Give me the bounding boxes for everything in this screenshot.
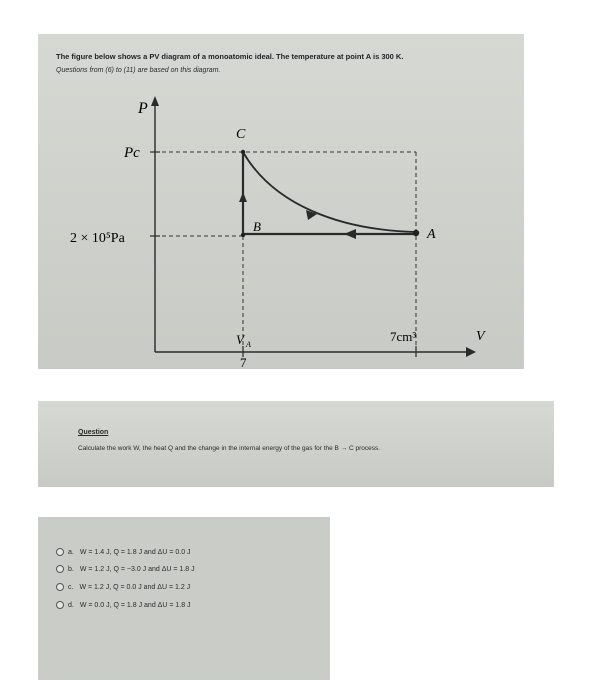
pv-diagram [38,34,524,369]
answer-options-panel [38,517,330,680]
radio-button-d[interactable] [56,601,64,609]
option-d-letter: d. [68,601,74,609]
p-axis-arrow [151,96,159,106]
point-c-label: C [236,127,246,142]
option-a-text: W = 1.4 J, Q = 1.8 J and ΔU = 0.0 J [79,548,191,556]
option-a-letter: a. [68,548,74,556]
option-c-letter: c. [68,583,74,591]
va-numerator: V [236,332,244,347]
p-value-label: 2 × 10⁵Pa [70,231,125,246]
point-a-marker [413,230,419,236]
radio-button-b[interactable] [56,565,64,573]
option-d[interactable] [56,601,191,609]
option-a[interactable] [56,548,191,556]
radio-button-c[interactable] [56,583,64,591]
question-text: Calculate the work W, the heat Q and the change in the internal energy of the gas for the B → C process. [78,445,381,452]
v-value-label: 7cm³ [390,329,417,344]
point-a-label: A [427,227,436,242]
process-a-to-b-arrow [344,229,356,239]
v-axis-arrow [466,347,476,357]
point-b-marker [241,233,245,237]
question-heading: Question [78,429,109,436]
va-denominator: 7 [240,355,247,369]
diagram-panel [38,34,524,369]
process-b-to-c-arrow [239,192,247,202]
v-axis-label: V [476,329,485,344]
intro-line-1: The figure below shows a PV diagram of a monoatomic ideal. The temperature at point A is 300 K. [56,52,404,61]
point-c-marker [241,150,245,154]
option-b-letter: b. [68,565,74,573]
p-axis-label: P [138,100,148,117]
intro-line-2: Questions from (6) to (11) are based on this diagram. [56,67,221,74]
va-subscript: A [246,340,251,349]
option-d-text: W = 0.0 J, Q = 1.8 J and ΔU = 1.8 J [79,601,191,609]
pc-label: Pc [124,145,140,161]
radio-button-a[interactable] [56,548,64,556]
question-panel [38,401,554,487]
option-b[interactable] [56,565,195,573]
option-c-text: W = 1.2 J, Q = 0.0 J and ΔU = 1.2 J [79,583,191,591]
option-c[interactable] [56,583,190,591]
point-b-label: B [253,219,261,234]
option-b-text: W = 1.2 J, Q = −3.0 J and ΔU = 1.8 J [79,565,195,573]
process-c-to-a [243,152,416,232]
